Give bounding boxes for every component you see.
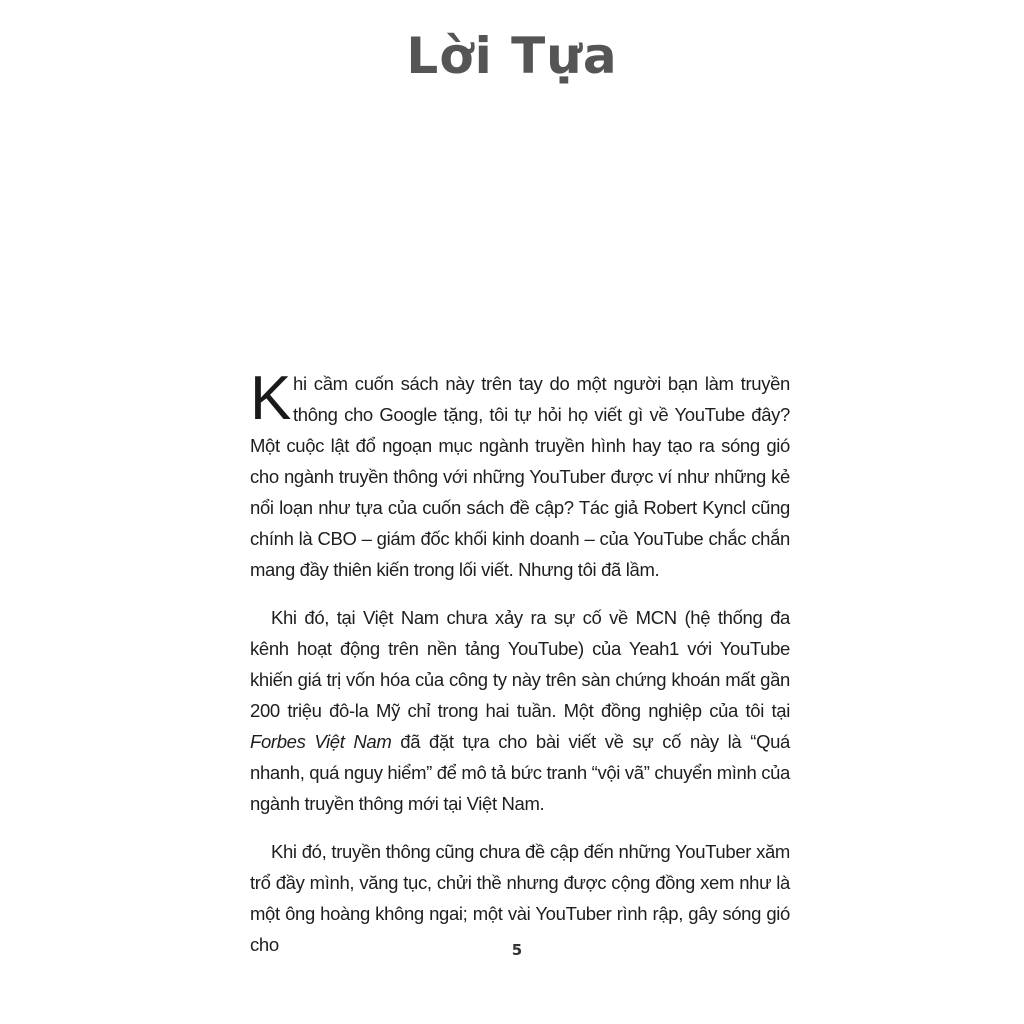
page-number: 5 — [511, 941, 523, 959]
publication-name: Forbes Việt Nam — [250, 731, 392, 752]
paragraph-1-text: cho Google tặng, tôi tự hỏi họ viết gì về YouTube đây? Một cuộc lật đổ ngoạn mục ngành truyền hình hay tạo ra sóng gió cho ngành truyền thông với những YouTuber được ví như những kẻ nổi loạn như tựa của cuốn sách đề cập? Tác giả Robert Kyncl cũng chính là CBO – giám đốc khối kinh doanh – của YouTube chắc chắn mang đầy thiên kiến trong lối viết. Nhưng tôi đã lầm. — [250, 404, 790, 580]
paragraph-2-text: Khi đó, tại Việt Nam chưa xảy ra sự cố về MCN (hệ thống đa kênh hoạt động trên nền tảng YouTube) của Yeah1 với YouTube khiến giá trị vốn hóa của công ty này trên sàn chứng khoán mất gần 200 triệu đô-la Mỹ chỉ trong hai tuần. Một đồng nghiệp của tôi tại — [250, 607, 790, 721]
paragraph-3-text: Khi đó, truyền thông cũng chưa đề cập đến những YouTuber xăm trổ đầy mình, văng tục, chửi thề nhưng được cộng đồng xem như là một ông hoàng không ngai; một vài YouTuber rình rập, gây sóng gió cho — [250, 841, 790, 955]
paragraph-1-first-line: hi cầm cuốn sách này trên tay do một người bạn làm truyền thông — [293, 373, 790, 425]
paragraph-2 — [250, 602, 790, 819]
paragraph-2-text-end: đã đặt tựa cho bài viết về sự cố này là “Quá nhanh, quá nguy hiểm” để mô tả bức tranh “vội vã” chuyển mình của ngành truyền thông mới tại Việt Nam. — [250, 731, 790, 814]
paragraph-1 — [250, 364, 790, 585]
drop-cap: K — [250, 364, 292, 433]
page-title: Lời Tựa — [406, 27, 618, 85]
body-text — [250, 364, 790, 977]
